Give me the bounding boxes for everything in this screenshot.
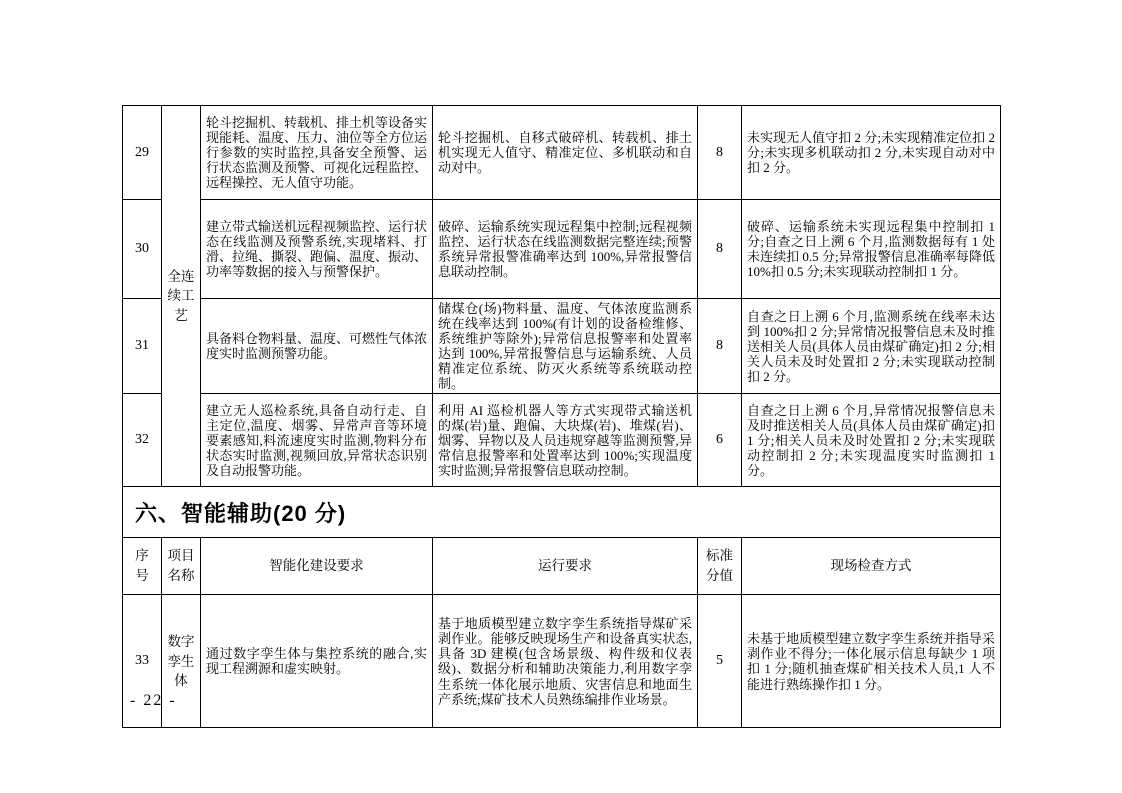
check-method-cell: 破碎、运输系统未实现远程集中控制扣 1 分;自查之日上溯 6 个月,监测数据每有 1 处未连续扣 0.5 分;异常报警信息准确率每降低 10%扣 0.5 分;未实现联动控制扣 1 分。 xyxy=(742,200,1001,299)
score-cell: 8 xyxy=(698,200,742,299)
score-cell: 6 xyxy=(698,394,742,487)
construction-requirement-cell: 通过数字孪生体与集控系统的融合,实现工程溯源和虚实映射。 xyxy=(201,595,433,728)
score-cell: 5 xyxy=(698,595,742,728)
table-row xyxy=(123,106,1001,200)
section-heading-row xyxy=(123,487,1001,538)
row-number-cell: 29 xyxy=(123,106,162,200)
row-number-cell: 33 xyxy=(123,595,162,728)
operation-requirement-cell: 破碎、运输系统实现远程集中控制;远程视频监控、运行状态在线监测数据完整连续;预警系统异常报警准确率达到 100%,异常报警信息联动控制。 xyxy=(433,200,698,299)
project-name-cell xyxy=(162,106,201,487)
header-project-cell: 项目名称 xyxy=(162,538,201,595)
operation-requirement-cell: 利用 AI 巡检机器人等方式实现带式输送机的煤(岩)量、跑偏、大块煤(岩)、堆煤(岩)、烟雾、异物以及人员违规穿越等监测预警,异常信息报警率和处置率达到 100%;实现温度实时监测;异常报警信息联动控制。 xyxy=(433,394,698,487)
check-method-cell: 自查之日上溯 6 个月,监测系统在线率未达到 100%扣 2 分;异常情况报警信息未及时推送相关人员(具体人员由煤矿确定)扣 2 分;相关人员未及时处置扣 2 分;未实现联动控制扣 2 分。 xyxy=(742,299,1001,394)
table-row xyxy=(123,394,1001,487)
table-header-row xyxy=(123,538,1001,595)
assessment-table xyxy=(122,105,1001,728)
check-method-cell: 自查之日上溯 6 个月,异常情况报警信息未及时推送相关人员(具体人员由煤矿确定)扣 1 分;相关人员未及时处置扣 2 分;未实现联动控制扣 2 分;未实现温度实时监测扣 1 分。 xyxy=(742,394,1001,487)
score-cell: 8 xyxy=(698,299,742,394)
table-row xyxy=(123,299,1001,394)
row-number-cell: 30 xyxy=(123,200,162,299)
header-score-cell: 标准分值 xyxy=(698,538,742,595)
project-name-label: 数字孪生体 xyxy=(167,634,195,689)
table-row xyxy=(123,595,1001,728)
construction-requirement-cell: 建立带式输送机远程视频监控、运行状态在线监测及预警系统,实现堵料、打滑、拉绳、撕裂、跑偏、温度、振动、功率等数据的接入与预警保护。 xyxy=(201,200,433,299)
header-operation-cell: 运行要求 xyxy=(433,538,698,595)
header-no-label: 序号 xyxy=(135,548,149,584)
page-number: - 22 - xyxy=(130,692,177,709)
check-method-cell: 未实现无人值守扣 2 分;未实现精准定位扣 2 分;未实现多机联动扣 2 分,未实现自动对中扣 2 分。 xyxy=(742,106,1001,200)
construction-requirement-cell: 建立无人巡检系统,具备自动行走、自主定位,温度、烟雾、异常声音等环境要素感知,料流速度实时监测,物料分布状态实时监测,视频回放,异常状态识别及自动报警功能。 xyxy=(201,394,433,487)
check-method-cell: 未基于地质模型建立数字孪生系统并指导采剥作业不得分;一体化展示信息每缺少 1 项扣 1 分;随机抽查煤矿相关技术人员,1 人不能进行熟练操作扣 1 分。 xyxy=(742,595,1001,728)
operation-requirement-cell: 轮斗挖掘机、自移式破碎机、转载机、排土机实现无人值守、精准定位、多机联动和自动对中。 xyxy=(433,106,698,200)
row-number-cell: 32 xyxy=(123,394,162,487)
header-construction-cell: 智能化建设要求 xyxy=(201,538,433,595)
header-check-cell: 现场检查方式 xyxy=(742,538,1001,595)
row-number-cell: 31 xyxy=(123,299,162,394)
operation-requirement-cell: 储煤仓(场)物料量、温度、气体浓度监测系统在线率达到 100%(有计划的设备检维修、系统维护等除外);异常信息报警率和处置率达到 100%,异常报警信息与运输系统、人员精准定位系统、防灭火系统等系统联动控制。 xyxy=(433,299,698,394)
construction-requirement-cell: 轮斗挖掘机、转载机、排土机等设备实现能耗、温度、压力、油位等全方位运行参数的实时监控,具备安全预警、运行状态监测及预警、可视化远程监控、远程操控、无人值守功能。 xyxy=(201,106,433,200)
construction-requirement-cell: 具备料仓物料量、温度、可燃性气体浓度实时监测预警功能。 xyxy=(201,299,433,394)
score-cell: 8 xyxy=(698,106,742,200)
operation-requirement-cell: 基于地质模型建立数字孪生系统指导煤矿采剥作业。能够反映现场生产和设备真实状态,具备 3D 建模(包含场景级、构件级和仪表级)、数据分析和辅助决策能力,利用数字孪生系统一体化展示地质、灾害信息和地面生产系统;煤矿技术人员熟练编排作业场景。 xyxy=(433,595,698,728)
section-heading: 六、智能辅助(20 分) xyxy=(123,487,1001,538)
table-row xyxy=(123,200,1001,299)
header-no-cell xyxy=(123,538,162,595)
project-name-label: 全连续工艺 xyxy=(167,268,195,324)
